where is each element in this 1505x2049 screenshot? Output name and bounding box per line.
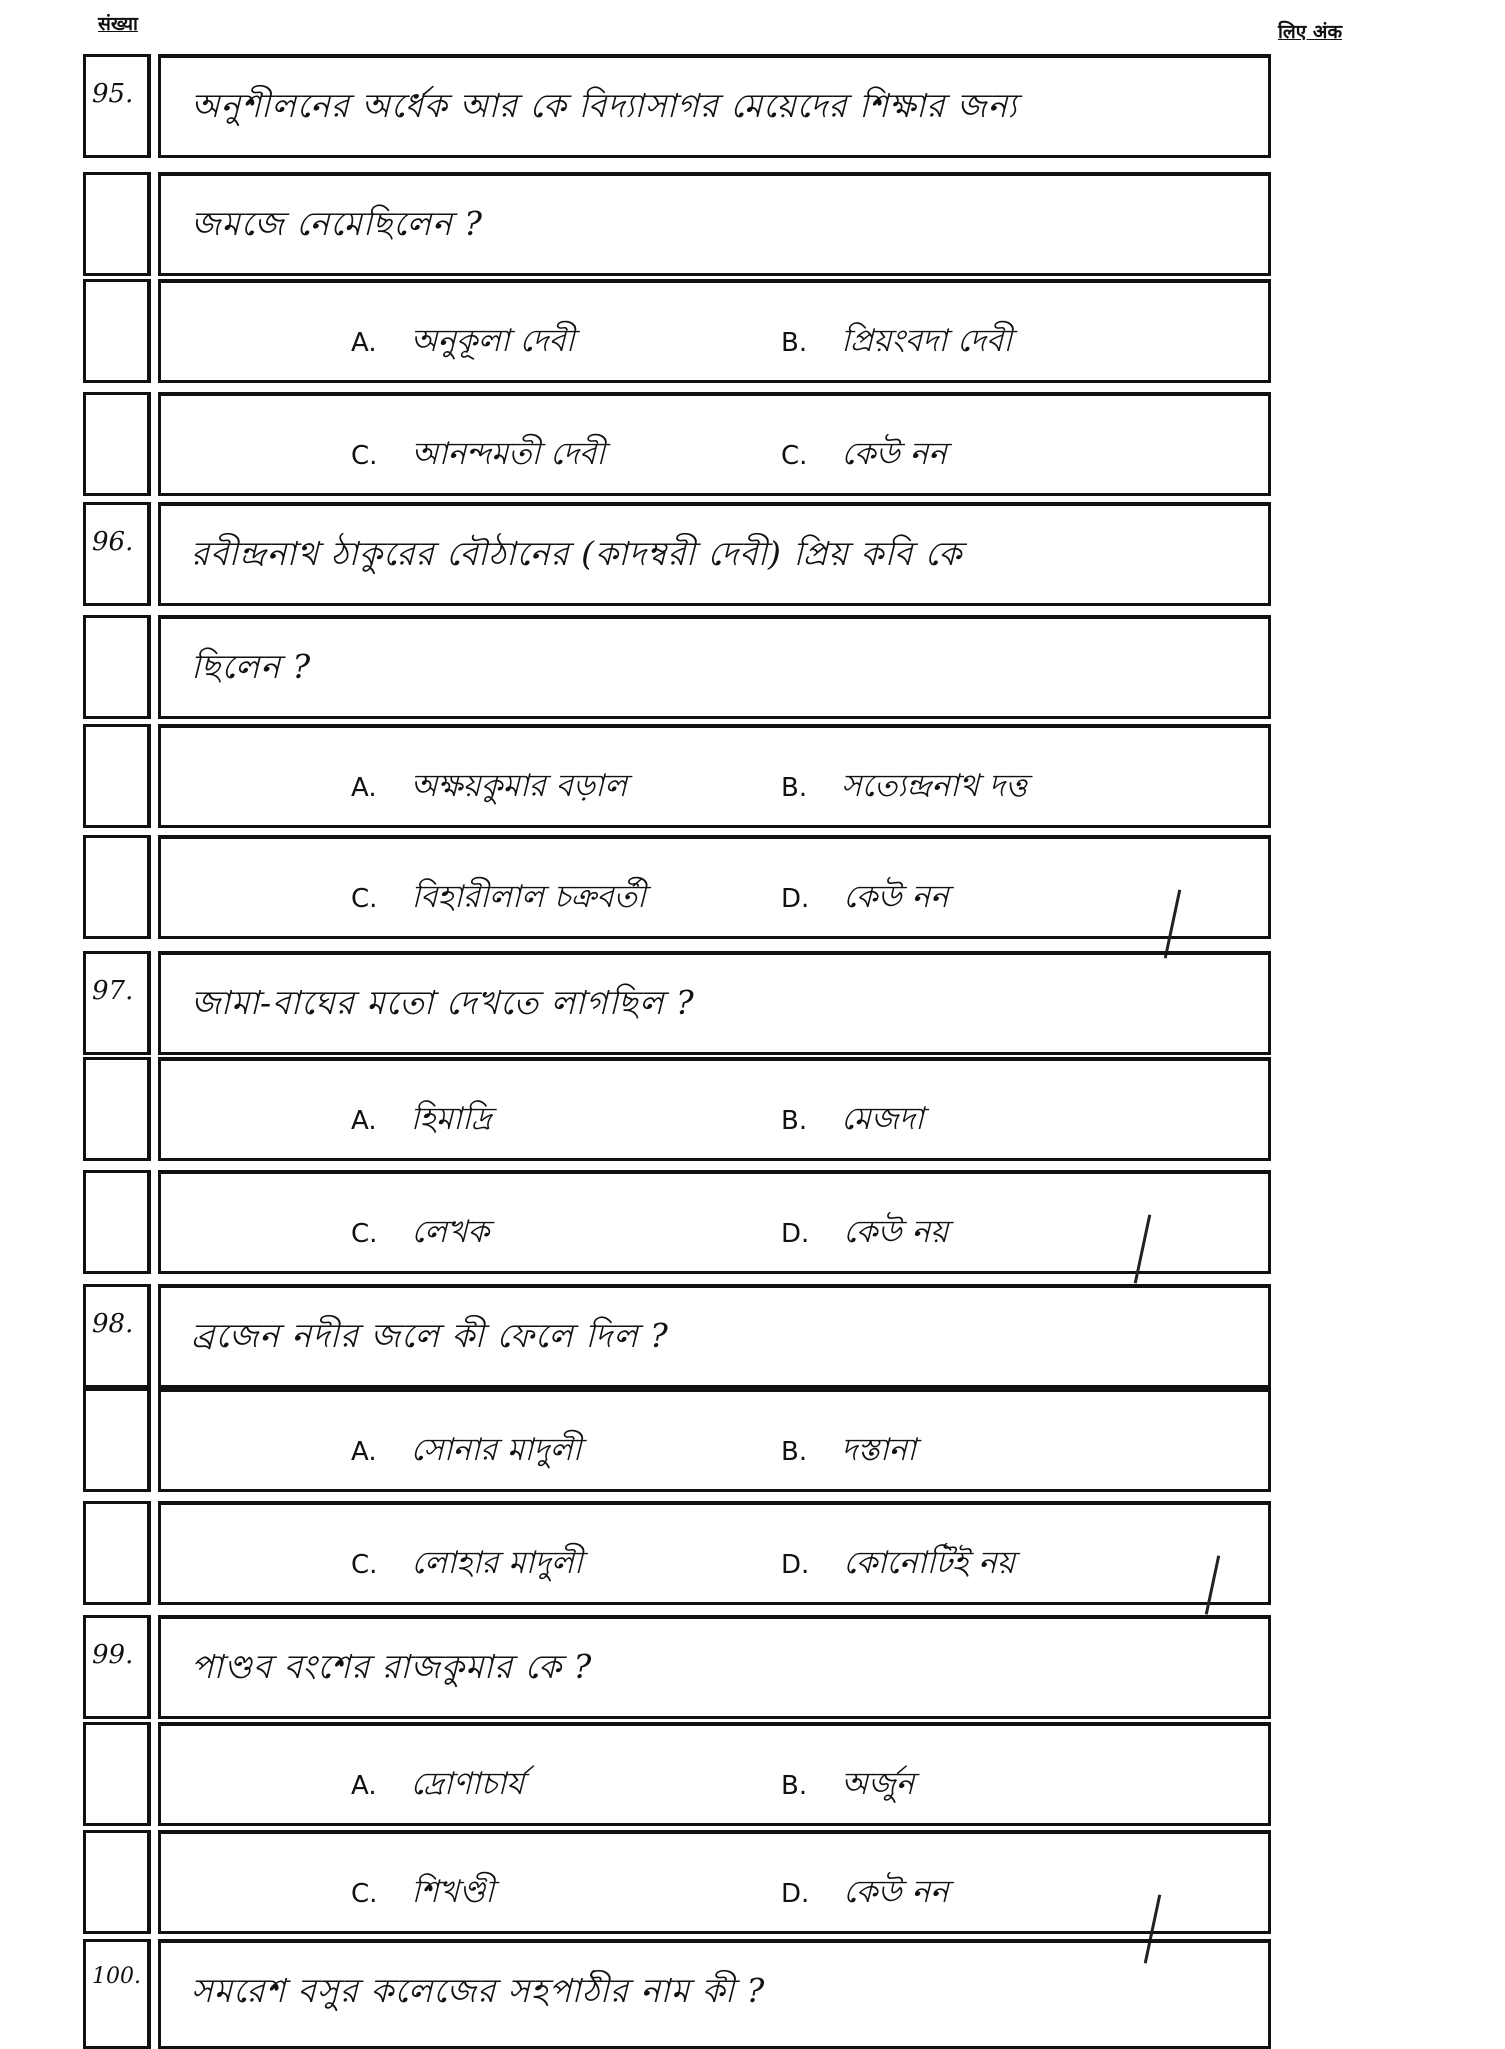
option-row <box>83 724 1271 828</box>
option-b: B. প্রিয়ংবদা দেবী <box>781 323 1013 359</box>
option-row <box>83 392 1271 496</box>
header-left-label: संख्या <box>98 13 138 35</box>
option-c: C. শিখণ্ডী <box>351 1874 495 1910</box>
option-row <box>83 279 1271 383</box>
option-c: C. লোহার মাদুলী <box>351 1545 583 1581</box>
check-mark-icon <box>1164 889 1181 958</box>
question-text: সমরেশ বসুর কলেজের সহপাঠীর নাম কী ? <box>191 1971 766 2010</box>
option-b: B. দস্তানা <box>781 1432 917 1468</box>
check-mark-icon <box>1205 1555 1220 1614</box>
question-number: 95. <box>83 54 151 158</box>
question-text: পাণ্ডব বংশের রাজকুমার কে ? <box>191 1647 593 1686</box>
option-d: D. কেউ নয় <box>781 1214 949 1250</box>
option-a: A. অক্ষয়কুমার বড়াল <box>351 768 628 804</box>
option-a: A. দ্রোণাচার্য <box>351 1766 525 1802</box>
option-b: B. অর্জুন <box>781 1766 915 1802</box>
question-text: জমজে নেমেছিলেন ? <box>191 204 483 243</box>
option-d: D. কোনোটিই নয় <box>781 1545 1016 1581</box>
question-number: 98. <box>83 1284 151 1388</box>
question-text: জামা-বাঘের মতো দেখতে লাগছিল ? <box>191 983 695 1022</box>
option-d: D. কেউ নন <box>781 1874 949 1910</box>
option-c: C. আনন্দমতী দেবী <box>351 436 606 472</box>
option-a: A. অনুকূলা দেবী <box>351 323 575 359</box>
question-row <box>83 1284 1271 1388</box>
option-a: A. সোনার মাদুলী <box>351 1432 582 1468</box>
question-number: 96. <box>83 502 151 606</box>
question-row <box>83 54 1271 158</box>
question-row <box>83 951 1271 1055</box>
question-text: অনুশীলনের অর্ধেক আর কে বিদ্যাসাগর মেয়েদের শিক্ষার জন্য <box>191 86 1018 125</box>
header-right-label: लिए अंक <box>1278 21 1343 43</box>
question-row <box>83 502 1271 606</box>
option-row <box>83 1388 1271 1492</box>
option-b: B. মেজদা <box>781 1101 924 1137</box>
option-row <box>83 1057 1271 1161</box>
question-row <box>83 615 1271 719</box>
check-mark-icon <box>1134 1214 1151 1283</box>
question-number: 99. <box>83 1615 151 1719</box>
option-row <box>83 1722 1271 1826</box>
option-d: D. কেউ নন <box>781 879 949 915</box>
option-b: B. সত্যেন্দ্রনাথ দত্ত <box>781 768 1028 804</box>
question-row <box>83 172 1271 276</box>
question-number: 97. <box>83 951 151 1055</box>
option-row <box>83 1170 1271 1274</box>
question-text: রবীন্দ্রনাথ ঠাকুরের বৌঠানের (কাদম্বরী দেবী) প্রিয় কবি কে <box>191 534 963 573</box>
option-c: C. লেখক <box>351 1214 490 1250</box>
question-text: ছিলেন ? <box>191 647 312 686</box>
question-text: ব্রজেন নদীর জলে কী ফেলে দিল ? <box>191 1316 669 1355</box>
question-row <box>83 1939 1271 2049</box>
option-c: C. বিহারীলাল চক্রবর্তী <box>351 879 646 915</box>
option-d: C. কেউ নন <box>781 436 947 472</box>
question-number: 100. <box>83 1939 151 2049</box>
option-row <box>83 1830 1271 1934</box>
option-a: A. হিমাদ্রি <box>351 1101 492 1137</box>
question-row <box>83 1615 1271 1719</box>
option-row <box>83 835 1271 939</box>
option-row <box>83 1501 1271 1605</box>
